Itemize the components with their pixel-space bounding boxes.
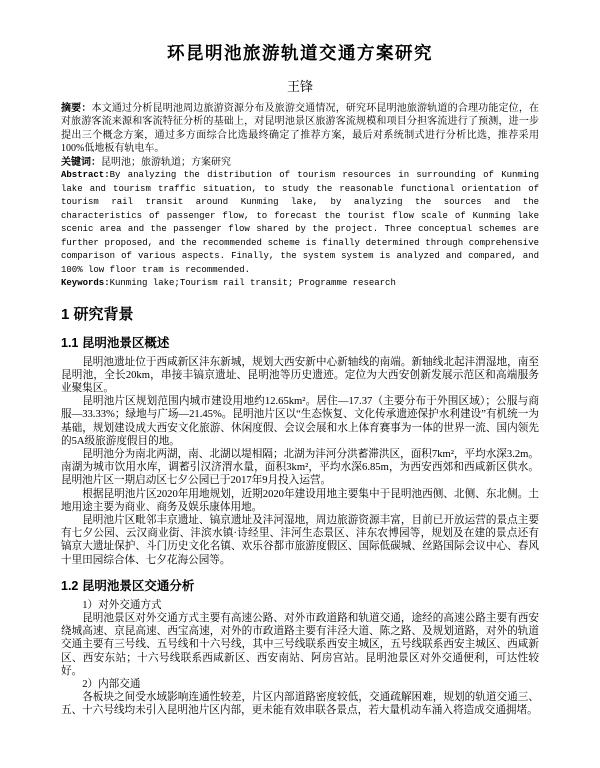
section-1-2-paragraph: 昆明池景区对外交通方式主要有高速公路、对外市政道路和轨道交通，途经的高速公路主要有西安绕城高速、京昆高速、西宝高速，对外的市政道路主要有沣泾大道、陈之路、及规划道路，对外的轨道交通主要有三号线、五号线和十六号线，其中三号线联系西安主城区，五号线联系西安主城区、西咸新区、西安东站；十六号线联系西咸新区、西安南站、阿房宫站。昆明池景区对外交通便利，可达性较好。	[61, 612, 539, 677]
keywords-en-text: Kunming lake;Tourism rail transit; Programme research	[109, 278, 396, 289]
keywords-zh-text: 昆明池；旅游轨道；方案研究	[101, 156, 231, 168]
abstract-zh	[61, 102, 539, 156]
keywords-zh-label: 关键词：	[61, 156, 101, 168]
keywords-en-label: Keywords:	[61, 278, 110, 289]
section-1-1-paragraph: 昆明池遗址位于西咸新区沣东新城，规划大西安新中心新轴线的南端。新轴线北起沣渭湿地，南至昆明池，全长20km，串接丰镐京遗址、昆明池等历史遗迹。定位为大西安创新发展示范区和高端服务业聚集区。	[61, 356, 539, 394]
section-1-1-paragraph: 昆明池片区毗邻丰京遗址、镐京遗址及沣河湿地，周边旅游资源丰富，目前已开放运营的景点主要有七夕公园、云汉商业街、沣滨水镇·诗经里、沣河生态景区、沣东农博园等，规划及在建的景点还有镐京大遗址保护、斗门历史文化名镇、欢乐谷都市旅游度假区、国际低碳城、丝路国际会议中心、春风十里田园综合体、七夕花海公园等。	[61, 514, 539, 566]
abstract-en-text: By analyzing the distribution of tourism resources in surrounding of Kunming lake and tourism traffic situation, to study the reasonable functional orientation of tourism rail transit around Kunming lake, by analyzing the sources and the characteristics of passenger flow, to forecast the tourist flow scale of Kunming lake scenic area and the passenger flow shared by the project. Three conceptual schemes are further proposed, and the recommended scheme is finally determined through comprehensive comparison of various aspects. Finally, the system system is analyzed and compared, and 100% low floor tram is recommended.	[61, 170, 539, 275]
section-1-1-paragraph: 根据昆明池片区2020年用地规划，近期2020年建设用地主要集中于昆明池西侧、北侧、东北侧。土地用途主要为商业、商务及娱乐康体用地。	[61, 488, 539, 513]
section-1-2-heading: 1.2 昆明池景区交通分析	[61, 578, 195, 593]
section-1-2-paragraph: 1）对外交通方式	[82, 599, 162, 611]
section-1-1-paragraph: 昆明池分为南北两湖，南、北湖以堤相隔；北湖为沣河分洪蓄滞洪区，面积7km²，平均水深3.2m。南湖为城市饮用水库，调蓄引汉济渭水量，面积3km²，平均水深6.85m，为西安西郊和西咸新区供水。昆明池片区一期启动区七夕公园已于2017年9月投入运营。	[61, 448, 539, 487]
section-1-1-heading: 1.1 昆明池景区概述	[61, 335, 170, 350]
abstract-zh-text: 本文通过分析昆明池周边旅游资源分布及旅游交通情况，研究环昆明池旅游轨道的合理功能定位，在对旅游客流来源和客流特征分析的基础上，对昆明池景区旅游客流规模和项目分担客流进行了预测，进一步提出三个概念方案，通过多方面综合比选最终确定了推荐方案，最后对系统制式进行分析比选，推荐采用100%低地板有轨电车。	[61, 103, 540, 155]
abstract-en-label: Abstract:	[61, 170, 110, 181]
section-1-heading: 1 研究背景	[61, 305, 134, 323]
author-name: 王锋	[286, 79, 313, 94]
abstract-zh-label: 摘要：	[61, 103, 92, 114]
section-1-1-paragraph: 昆明池片区规划范围内城市建设用地约12.65km²。居住—17.37（主要分布于外围区域）；公服与商服—33.33%；绿地与广场—21.45%。昆明池片区以“生态恢复、文化传承遗迹保护水利建设”有机统一为基础，规划建设成大西安文化旅游、休闲度假、会议会展和水上体育赛事为一体的世界一流、国内领先的5A级旅游度假目的地。	[61, 396, 539, 447]
section-1-2-paragraph: 各板块之间受水域影响连通性较差，片区内部道路密度较低，交通疏解困难，规划的轨道交通三、五、十六号线均未引入昆明池片区内部，更未能有效串联各景点，若大量机动车涌入将造成交通拥堵。	[61, 692, 539, 717]
keywords-en	[61, 277, 539, 291]
paper-title: 环昆明池旅游轨道交通方案研究	[167, 43, 433, 63]
keywords-zh	[61, 156, 539, 169]
section-1-2-paragraph: 2）内部交通	[82, 679, 141, 690]
abstract-en	[61, 169, 539, 277]
